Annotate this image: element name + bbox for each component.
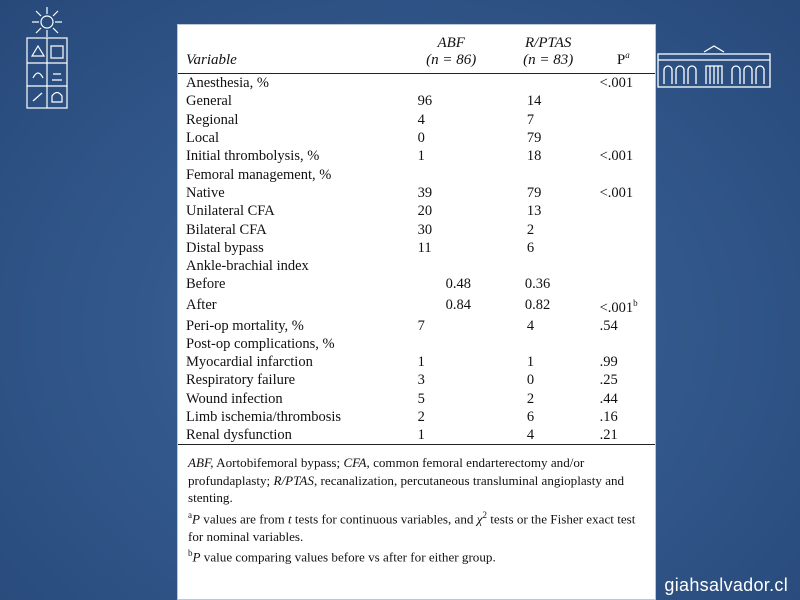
row-p-footnote-marker: b [633,297,638,308]
row-p-value [592,390,655,408]
row-p-text: <.001 [599,75,634,92]
table-row [178,111,655,129]
row-abf-value: 5 [417,390,425,407]
row-p-value [592,202,655,220]
row-rptas-value [505,257,592,275]
header-rptas-n: (n = 83) [523,52,574,68]
row-abf-value [398,257,505,275]
footnote-a: $^a$P values are from t tests for continuous variables, and $\chi^2$ tests or the Fisher exact test for nominal variables. [188,509,636,544]
row-label: Post-op complications, % [186,335,335,352]
building-facade-logo [655,44,773,90]
table-row [178,371,655,389]
row-label: Unilateral CFA [186,203,275,220]
row-label: After [186,296,217,313]
row-p-value [592,257,655,275]
row-label: Anesthesia, % [186,75,269,92]
row-abf-value: 0 [417,130,425,147]
row-rptas-value: 0.36 [524,276,551,293]
row-label: Regional [186,111,239,128]
row-p-value [592,408,655,426]
row-rptas-value [505,335,592,353]
row-abf-value: 30 [417,221,433,238]
row-abf-value: 0.48 [445,276,471,293]
row-label: Respiratory failure [186,372,296,389]
row-label: Limb ischemia/thrombosis [186,409,342,426]
footnote-abbreviations: ABF, Aortobifemoral bypass; CFA, common femoral endarterectomy and/or profundaplasty; R/PTAS, recanalization, percutaneous transluminal angioplasty and stenting. [188,455,625,506]
row-rptas-value: 1 [526,354,535,371]
row-p-value [592,147,655,165]
table-row [178,147,655,165]
header-variable: Variable [186,52,237,68]
row-rptas-value: 6 [526,409,535,426]
footer-website-url: giahsalvador.cl [664,575,788,595]
row-label: Myocardial infarction [186,354,313,371]
row-rptas-value: 4 [526,317,535,334]
row-abf-value: 0.84 [445,296,471,313]
row-abf-value: 39 [417,184,433,201]
table-row [178,220,655,238]
row-abf-value: 1 [417,354,425,371]
row-abf-value [398,165,505,183]
table-body [178,74,655,445]
header-rptas-label: R/PTAS [525,35,572,51]
table-row [178,92,655,110]
row-label: Bilateral CFA [186,221,267,238]
table-row [178,316,655,334]
header-p [592,25,655,74]
row-rptas-value: 18 [526,148,542,165]
row-p-value [592,316,655,334]
row-rptas-value [505,74,592,92]
row-abf-value: 2 [417,409,425,426]
header-rptas [505,25,592,74]
row-label: Before [186,276,226,293]
row-abf-value [398,74,505,92]
row-label: Peri-op mortality, % [186,317,304,334]
header-p-sup: a [625,50,630,60]
row-rptas-value: 79 [526,130,542,147]
table-row [178,390,655,408]
table-row [178,257,655,275]
row-p-value [592,92,655,110]
row-label: Initial thrombolysis, % [186,148,320,165]
row-abf-value: 96 [417,93,433,110]
row-abf-value: 11 [417,239,432,256]
row-p-text: .44 [599,390,618,407]
row-abf-value: 4 [417,111,425,128]
table-row [178,239,655,257]
row-rptas-value: 6 [526,239,535,256]
row-p-text: <.001 [599,184,634,201]
results-table [178,25,655,445]
table-footnotes [178,445,655,566]
row-p-value [592,184,655,202]
row-rptas-value: 0.82 [524,296,551,313]
row-label: Femoral management, % [186,166,332,183]
table-row [178,426,655,445]
row-p-value [592,239,655,257]
row-abf-value: 7 [417,317,425,334]
row-abf-value: 1 [417,148,425,165]
footnote-b: $^b$P value comparing values before vs after for either group. [188,548,496,565]
row-label: General [186,93,232,110]
row-p-text: .21 [599,427,618,444]
row-rptas-value: 2 [526,390,535,407]
table-row [178,408,655,426]
row-abf-value: 3 [417,372,425,389]
row-label: Renal dysfunction [186,427,292,444]
row-p-text: <.001 [599,299,634,316]
row-label: Local [186,130,220,147]
table-row [178,74,655,92]
table-row [178,353,655,371]
row-p-value [592,426,655,445]
university-crest-logo [24,6,70,110]
row-p-text: .16 [599,409,618,426]
table-document-page [177,24,656,600]
row-label: Distal bypass [186,239,264,256]
header-p-label: P [616,52,626,68]
row-rptas-value: 4 [526,427,535,444]
table-row [178,184,655,202]
row-p-value [592,165,655,183]
table-row [178,129,655,147]
table-header-row [178,25,655,74]
row-rptas-value: 2 [526,221,535,238]
row-abf-value: 1 [417,427,425,444]
row-label: Ankle-brachial index [186,258,309,275]
row-abf-value: 20 [417,203,433,220]
header-abf-label: ABF [437,35,465,51]
table-row [178,165,655,183]
row-rptas-value: 13 [526,203,542,220]
header-abf-n: (n = 86) [426,52,477,68]
row-p-value [592,335,655,353]
row-label: Native [186,184,225,201]
row-label: Wound infection [186,390,283,407]
row-rptas-value: 7 [526,111,535,128]
row-p-value [592,275,655,293]
table-row [178,275,655,293]
row-p-text: .54 [599,317,618,334]
row-p-value [592,220,655,238]
row-p-value [592,111,655,129]
row-p-value [592,129,655,147]
table-row [178,294,655,317]
row-rptas-value: 79 [526,184,542,201]
row-abf-value [398,335,505,353]
row-rptas-value [505,165,592,183]
row-p-text: .25 [599,372,618,389]
row-rptas-value: 14 [526,93,542,110]
row-rptas-value: 0 [526,372,535,389]
row-p-value [592,74,655,92]
row-p-value [592,294,655,317]
table-row [178,335,655,353]
table-row [178,202,655,220]
row-p-value [592,353,655,371]
row-p-text: <.001 [599,148,634,165]
row-p-text: .99 [599,354,618,371]
header-abf [398,25,505,74]
row-p-value [592,371,655,389]
